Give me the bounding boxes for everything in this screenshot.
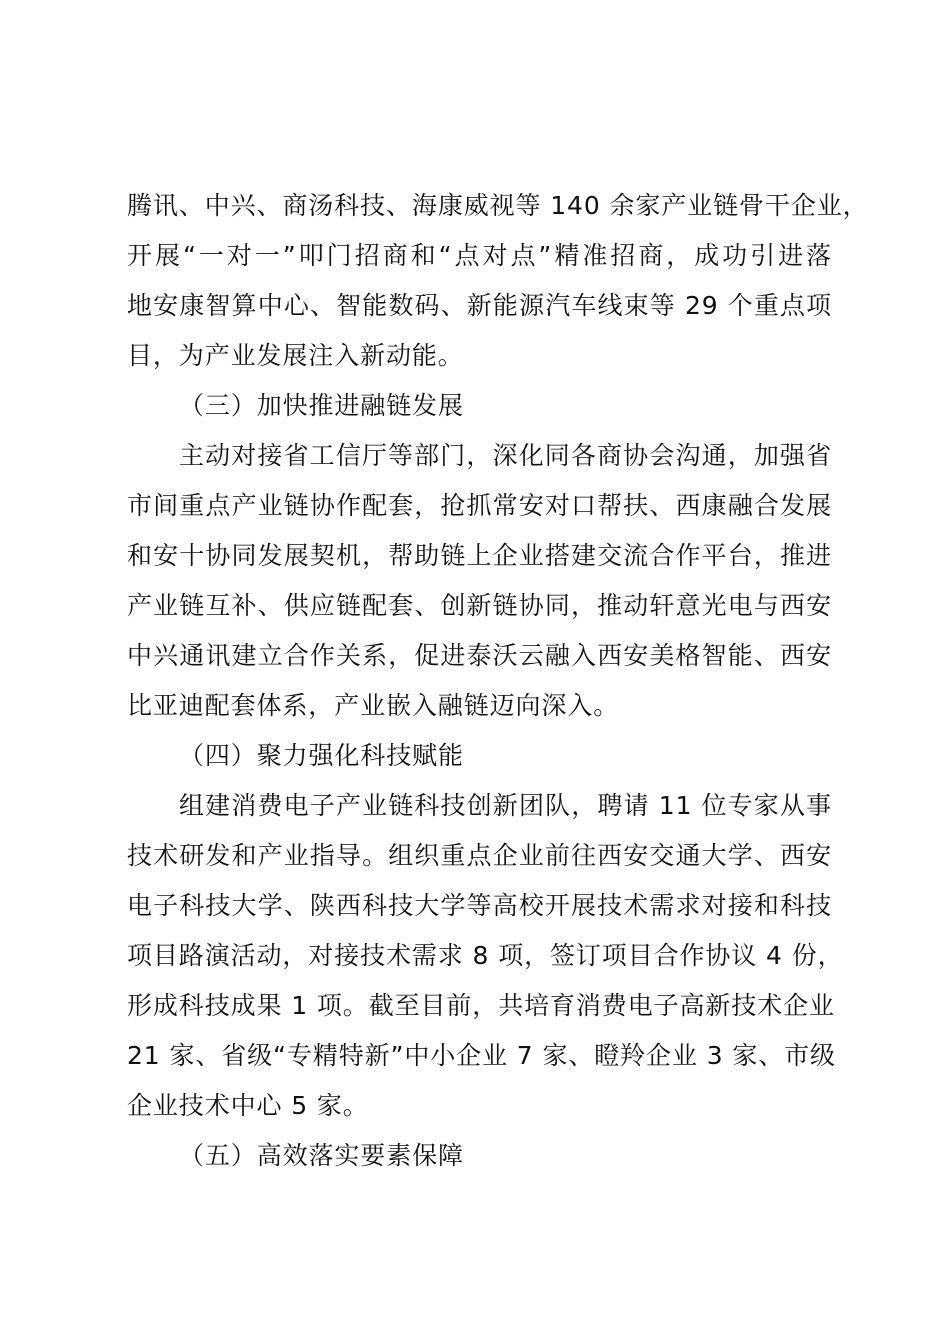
paragraph-line: 形成科技成果 1 项。截至目前，共培育消费电子高新技术企业 (127, 991, 835, 1020)
document-body (127, 181, 869, 1181)
paragraph-line: 主动对接省工信厅等部门，深化同各商协会沟通，加强省 (179, 441, 832, 470)
paragraph-line: 技术研发和产业指导。组织重点企业前往西安交通大学、西安 (127, 841, 832, 870)
paragraph-line: 地安康智算中心、智能数码、新能源汽车线束等 29 个重点项 (127, 291, 832, 320)
paragraph-line: 企业技术中心 5 家。 (127, 1091, 369, 1120)
paragraph-line: 产业链互补、供应链配套、创新链协同，推动轩意光电与西安 (127, 591, 832, 620)
paragraph-line: 腾讯、中兴、商汤科技、海康威视等 140 余家产业链骨干企业， (127, 191, 869, 220)
section-heading-text: （四）聚力强化科技赋能 (179, 741, 464, 770)
section-heading-text: （五）高效落实要素保障 (179, 1141, 464, 1170)
paragraph-line: 开展“一对一”叩门招商和“点对点”精准招商，成功引进落 (127, 241, 832, 270)
paragraph-line: 21 家、省级“专精特新”中小企业 7 家、瞪羚企业 3 家、市级 (127, 1041, 836, 1070)
section-heading-text: （三）加快推进融链发展 (179, 391, 464, 420)
paragraph-line: 比亚迪配套体系，产业嵌入融链迈向深入。 (127, 691, 620, 720)
paragraph-line: 市间重点产业链协作配套，抢抓常安对口帮扶、西康融合发展 (127, 491, 832, 520)
paragraph-line: 目，为产业发展注入新动能。 (127, 341, 464, 370)
paragraph-line: 和安十协同发展契机，帮助链上企业搭建交流合作平台，推进 (127, 541, 832, 570)
paragraph-line: 项目路演活动，对接技术需求 8 项，签订项目合作协议 4 份， (127, 941, 844, 970)
paragraph-line: 组建消费电子产业链科技创新团队，聘请 11 位专家从事 (179, 791, 832, 820)
paragraph-line: 中兴通讯建立合作关系，促进泰沃云融入西安美格智能、西安 (127, 641, 832, 670)
paragraph-line: 电子科技大学、陕西科技大学等高校开展技术需求对接和科技 (127, 891, 832, 920)
